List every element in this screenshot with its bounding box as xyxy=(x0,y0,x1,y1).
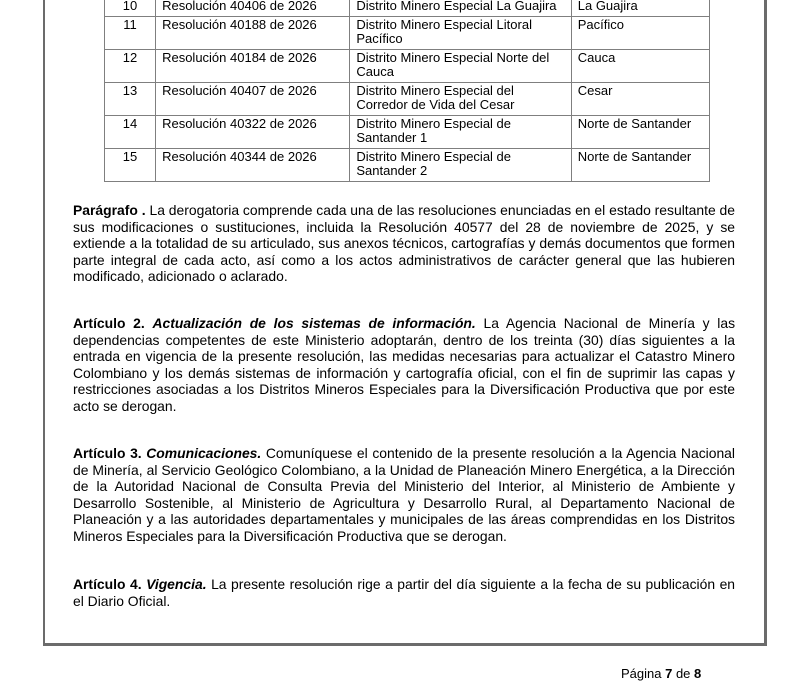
district-cell: Distrito Minero Especial Norte del Cauca xyxy=(350,50,571,83)
articulo-3-label: Artículo 3. xyxy=(73,445,142,461)
department-cell: Cesar xyxy=(571,83,709,116)
district-cell: Distrito Minero Especial del Corredor de Vida del Cesar xyxy=(350,83,571,116)
articulo-2-text: La Agencia Nacional de Minería y las dependencias competentes de este Ministerio adoptarán, dentro de los treinta (30) días siguientes a la entrada en vigencia de la presente resolución, las medidas necesarias para actualizar el Catastro Minero Colombiano y los demás sistemas de información y cartografía oficial, con el fin de suprimir las capas y restricciones asociadas a los Distritos Mineros Especiales para la Diversificación Productiva que por este acto se derogan. xyxy=(73,315,736,414)
articulo-4-paragraph xyxy=(73,576,735,609)
table-row xyxy=(105,50,710,83)
articulo-3-text: Comuníquese el contenido de la presente resolución a la Agencia Nacional de Minería, al Servicio Geológico Colombiano, a la Unidad de Planeación Minero Energética, a la Dirección de la Autoridad Nacional de Consulta Previa del Ministerio del Interior, al Ministerio de Ambiente y Desarrollo Sostenible, al Ministerio de Agricultura y Desarrollo Rural, al Departamento Nacional de Planeación y a las autoridades departamentales y municipales de las áreas comprendidas en los Distritos Mineros Especiales para la Diversificación Productiva que se derogan. xyxy=(73,445,735,544)
page-number-total: 8 xyxy=(694,666,702,681)
resolution-cell: Resolución 40406 de 2026 xyxy=(156,0,350,17)
resolution-cell: Resolución 40407 de 2026 xyxy=(156,83,350,116)
resolution-cell: Resolución 40322 de 2026 xyxy=(156,116,350,149)
district-cell: Distrito Minero Especial de Santander 2 xyxy=(350,149,571,182)
row-number: 15 xyxy=(105,149,156,182)
table-row xyxy=(105,83,710,116)
articulo-2-paragraph xyxy=(73,315,735,415)
department-cell: Pacífico xyxy=(571,17,709,50)
page-number-middle: de xyxy=(672,666,695,681)
articulo-2-label: Artículo 2. xyxy=(73,315,145,331)
department-cell: Cauca xyxy=(571,50,709,83)
articulo-2-title: Actualización de los sistemas de información. xyxy=(152,315,476,331)
page-number-prefix: Página xyxy=(621,666,666,681)
table-row xyxy=(105,0,710,17)
table-row xyxy=(105,17,710,50)
table-row xyxy=(105,116,710,149)
row-number: 12 xyxy=(105,50,156,83)
row-number: 11 xyxy=(105,17,156,50)
resolution-cell: Resolución 40344 de 2026 xyxy=(156,149,350,182)
row-number: 13 xyxy=(105,83,156,116)
articulo-3-paragraph xyxy=(73,445,735,545)
row-number: 10 xyxy=(105,0,156,17)
district-cell: Distrito Minero Especial La Guajira xyxy=(350,0,571,17)
paragrafo-heading: Parágrafo . xyxy=(73,202,146,218)
resolution-cell: Resolución 40188 de 2026 xyxy=(156,17,350,50)
articulo-4-text: La presente resolución rige a partir del día siguiente a la fecha de su publicación en el Diario Oficial. xyxy=(73,576,736,609)
row-number: 14 xyxy=(105,116,156,149)
page-number-current: 7 xyxy=(665,666,673,681)
articulo-4-title: Vigencia. xyxy=(146,576,207,592)
department-cell: Norte de Santander xyxy=(571,149,709,182)
resolution-cell: Resolución 40184 de 2026 xyxy=(156,50,350,83)
articulo-4-label: Artículo 4. xyxy=(73,576,142,592)
paragrafo-paragraph xyxy=(73,202,735,285)
articulo-3-title: Comunicaciones. xyxy=(146,445,262,461)
district-cell: Distrito Minero Especial Litoral Pacífico xyxy=(350,17,571,50)
district-cell: Distrito Minero Especial de Santander 1 xyxy=(350,116,571,149)
department-cell: Norte de Santander xyxy=(571,116,709,149)
paragrafo-text: La derogatoria comprende cada una de las resoluciones enunciadas en el estado resultante de sus modificaciones o sustituciones, incluida la Resolución 40577 del 28 de noviembre de 2025, y se extiende a la totalidad de su articulado, sus anexos técnicos, cartografías y demás documentos que formen parte integral de cada acto, así como a los actos administrativos de carácter general que las hubieren modificado, adicionado o aclarado. xyxy=(73,202,735,285)
department-cell: La Guajira xyxy=(571,0,709,17)
page-number xyxy=(621,666,701,681)
table-row xyxy=(105,149,710,182)
resolutions-table xyxy=(104,0,710,182)
